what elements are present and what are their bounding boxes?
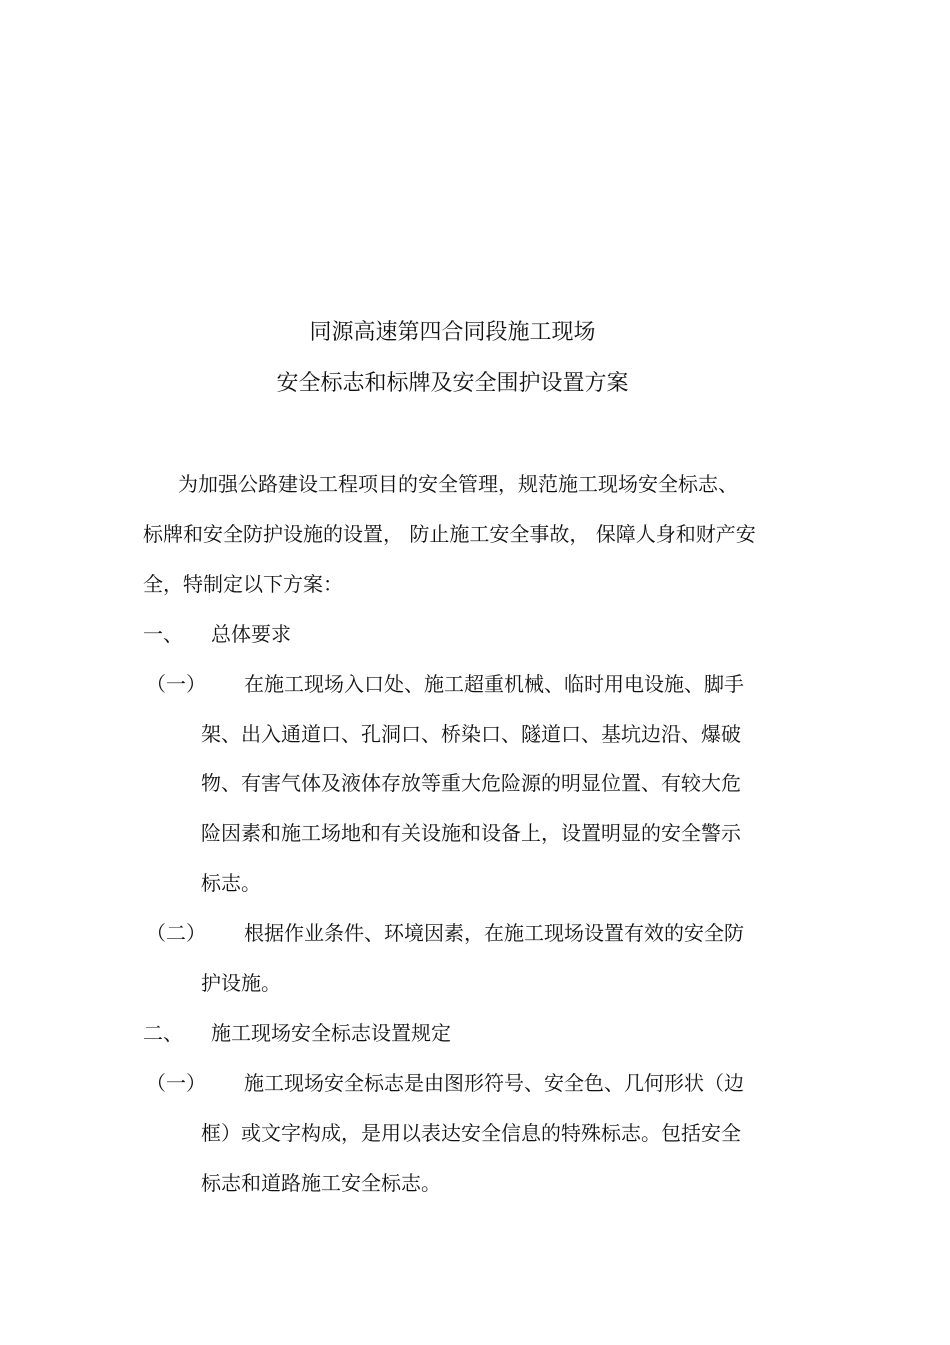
section-2-heading: 施工现场安全标志设置规定 xyxy=(211,1021,451,1045)
section-2-item-1-number: （一） xyxy=(146,1071,206,1095)
document-title-line-2: 安全标志和标牌及安全围护设置方案 xyxy=(276,371,629,396)
section-2-item-1-line-2: 框）或文字构成，是用以表达安全信息的特殊标志。包括安全 xyxy=(201,1121,741,1145)
intro-line-3: 全，特制定以下方案： xyxy=(143,572,343,596)
section-1-item-1-line-4: 险因素和施工场地和有关设施和设备上，设置明显的安全警示 xyxy=(201,821,741,845)
section-1-item-1-number: （一） xyxy=(146,672,206,696)
intro-line-2: 标牌和安全防护设施的设置， 防止施工安全事故， 保障人身和财产安 xyxy=(143,522,756,546)
section-1-item-1-line-5: 标志。 xyxy=(201,871,261,895)
section-2-number: 二、 xyxy=(143,1021,183,1045)
section-2-item-1-line-3: 标志和道路施工安全标志。 xyxy=(201,1171,441,1195)
document-title-line-1: 同源高速第四合同段施工现场 xyxy=(309,320,596,345)
intro-line-1: 为加强公路建设工程项目的安全管理，规范施工现场安全标志、 xyxy=(178,472,738,496)
section-1-item-1-line-1: 在施工现场入口处、施工超重机械、临时用电设施、脚手 xyxy=(244,672,744,696)
section-2-item-1-line-1: 施工现场安全标志是由图形符号、安全色、几何形状（边 xyxy=(244,1071,744,1095)
section-1-item-2-line-1: 根据作业条件、环境因素，在施工现场设置有效的安全防 xyxy=(244,921,744,945)
section-1-item-1-line-3: 物、有害气体及液体存放等重大危险源的明显位置、有较大危 xyxy=(201,771,741,795)
section-1-item-1-line-2: 架、出入通道口、孔洞口、桥染口、隧道口、基坑边沿、爆破 xyxy=(201,722,741,746)
section-1-item-2-line-2: 护设施。 xyxy=(201,971,281,995)
section-1-heading: 总体要求 xyxy=(211,622,291,646)
section-1-item-2-number: （二） xyxy=(146,921,206,945)
section-1-number: 一、 xyxy=(143,622,183,646)
